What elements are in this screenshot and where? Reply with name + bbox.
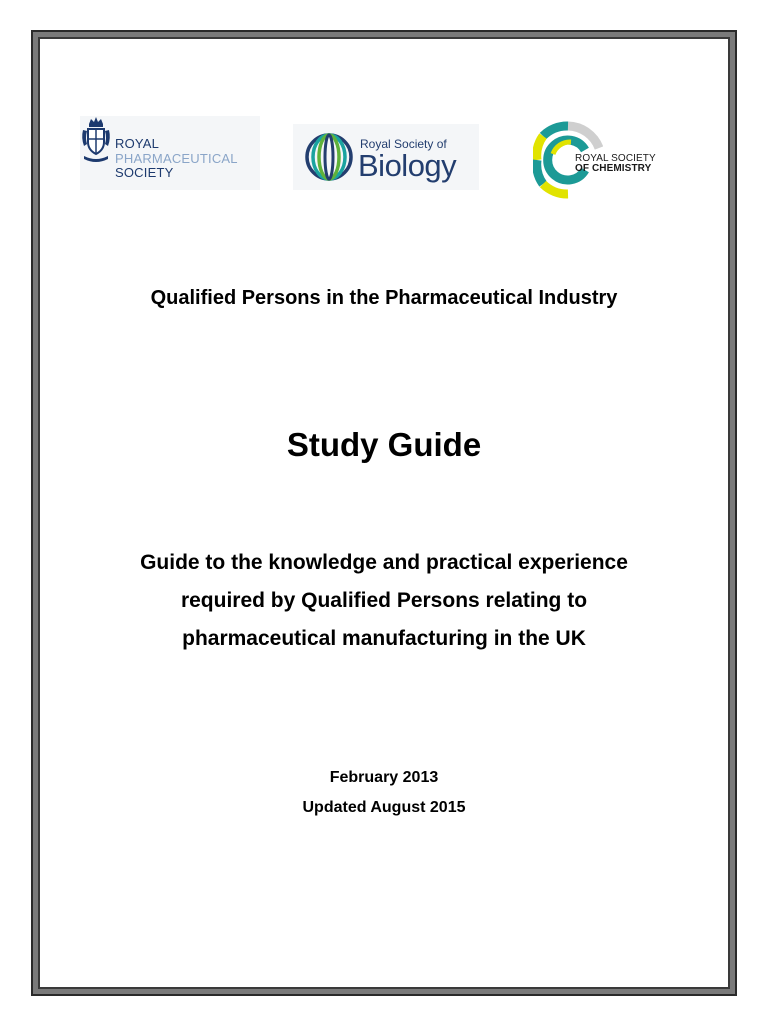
- publication-date: February 2013: [329, 769, 439, 786]
- rsb-logo-line2: Biology: [358, 148, 457, 183]
- description-line-2: required by Qualified Persons relating to: [180, 589, 588, 612]
- rsc-logo-line2: OF CHEMISTRY: [575, 163, 652, 174]
- royal-pharmaceutical-society-logo: [80, 116, 260, 190]
- document-title: Study Guide: [286, 426, 482, 463]
- royal-society-of-biology-logo: [293, 124, 479, 190]
- rsb-emblem-icon: [303, 130, 355, 184]
- rsb-logo-line1: Royal Society of: [360, 137, 447, 151]
- rps-logo-line1: ROYAL: [115, 136, 160, 151]
- royal-society-of-chemistry-logo: [533, 120, 663, 200]
- rsc-logo-line1: ROYAL SOCIETY: [575, 153, 656, 164]
- description-line-1: Guide to the knowledge and practical experience: [140, 551, 628, 574]
- rps-logo-line3: SOCIETY: [115, 165, 174, 180]
- document-subtitle: Qualified Persons in the Pharmaceutical Industry: [150, 287, 618, 309]
- rps-logo-line2: PHARMACEUTICAL: [115, 151, 238, 166]
- description-line-3: pharmaceutical manufacturing in the UK: [182, 627, 586, 650]
- updated-date: Updated August 2015: [302, 799, 466, 816]
- rps-crest-icon: [80, 116, 112, 166]
